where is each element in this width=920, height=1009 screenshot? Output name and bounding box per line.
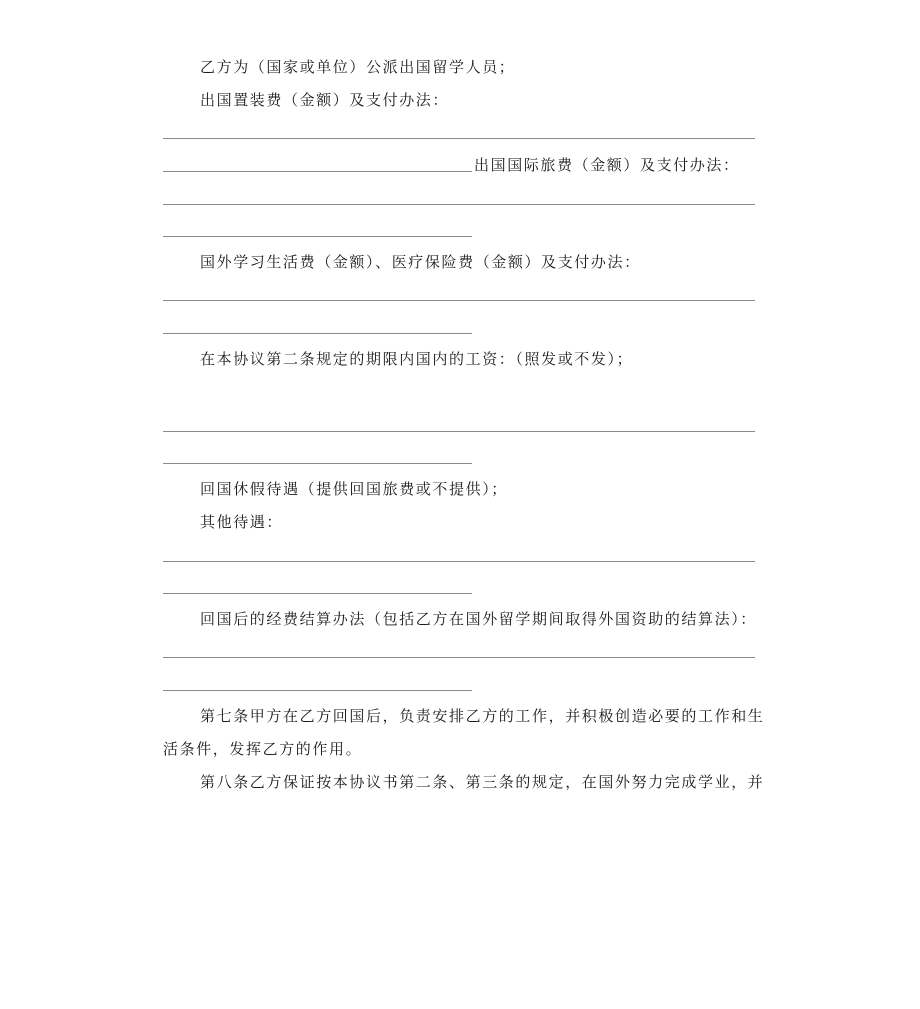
blank-line — [163, 300, 755, 301]
blank-line — [163, 463, 472, 464]
clause-line-living-expenses: 国外学习生活费（金额）、医疗保险费（金额）及支付办法： — [200, 253, 641, 271]
article-7-line-1: 第七条甲方在乙方回国后，负责安排乙方的工作，并积极创造必要的工作和生 — [200, 707, 765, 725]
clause-line-home-leave: 回国休假待遇（提供回国旅费或不提供）； — [200, 480, 508, 498]
blank-line — [163, 657, 755, 658]
blank-line — [163, 236, 472, 237]
blank-line — [163, 333, 472, 334]
clause-line-sponsorship: 乙方为（国家或单位）公派出国留学人员； — [200, 58, 516, 76]
blank-line — [163, 593, 472, 594]
article-8-line-1: 第八条乙方保证按本协议书第二条、第三条的规定，在国外努力完成学业，并 — [200, 773, 765, 791]
blank-line — [163, 431, 755, 432]
blank-line — [163, 138, 755, 139]
clause-line-other-benefits: 其他待遇： — [200, 513, 284, 531]
blank-line — [163, 690, 472, 691]
clause-line-travel-fee: 出国国际旅费（金额）及支付办法： — [474, 156, 740, 174]
clause-line-settlement: 回国后的经费结算办法（包括乙方在国外留学期间取得外国资助的结算法）： — [200, 610, 757, 628]
blank-line — [163, 171, 472, 172]
clause-line-outfit-fee: 出国置装费（金额）及支付办法： — [200, 91, 450, 109]
clause-line-domestic-salary: 在本协议第二条规定的期限内国内的工资：（照发或不发）； — [200, 350, 634, 368]
blank-line — [163, 204, 755, 205]
article-7-line-2: 活条件，发挥乙方的作用。 — [163, 740, 363, 758]
blank-line — [163, 561, 755, 562]
